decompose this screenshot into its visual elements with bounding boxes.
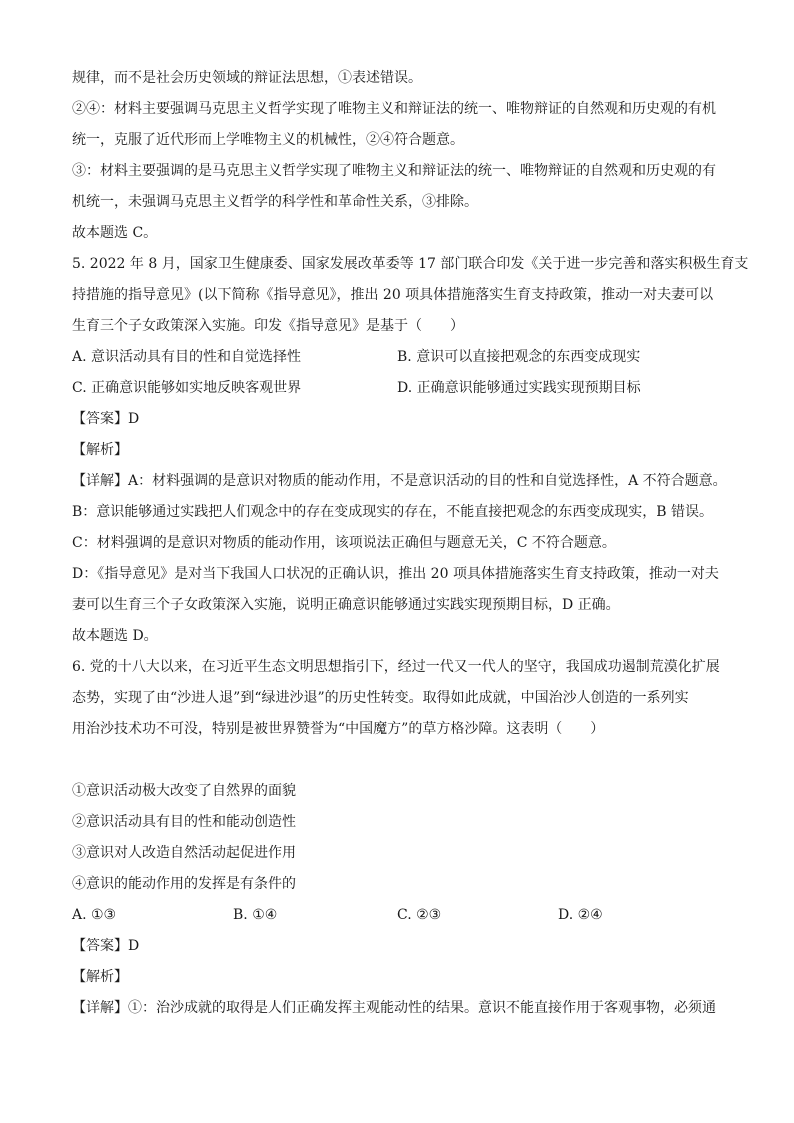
text-line: D：《指导意见》是对当下我国人口状况的正确认识，推出 20 项具体措施落实生育支持政策，推动一对夫: [72, 566, 719, 582]
q5-analysis: 【解析】: [72, 442, 128, 458]
text-line: ③：材料主要强调的是马克思主义哲学实现了唯物主义和辩证法的统一、唯物辩证的自然观和历史观的有: [72, 163, 716, 179]
q5-option-d: D. 正确意识能够通过实践实现预期目标: [397, 380, 641, 396]
text-line: C：材料强调的是意识对物质的能动作用，该项说法正确但与题意无关，C 不符合题意。: [72, 535, 616, 551]
q6-option-b: B. ①④: [233, 907, 278, 923]
text-line: 统一，克服了近代形而上学唯物主义的机械性，②④符合题意。: [72, 132, 464, 148]
text-line: 机统一，未强调马克思主义哲学的科学性和革命性关系，③排除。: [72, 194, 478, 210]
question-6-stem: 态势，实现了由“沙进人退”到“绿进沙退”的历史性转变。取得如此成就，中国治沙人创造的一系列实: [72, 690, 689, 706]
question-5-stem: 持措施的指导意见》(以下简称《指导意见》，推出 20 项具体措施落实生育支持政策，推动一对夫妻可以: [72, 287, 714, 303]
q6-statement-2: ②意识活动具有目的性和能动创造性: [72, 814, 296, 830]
q5-option-b: B. 意识可以直接把观念的东西变成现实: [397, 349, 641, 365]
question-5-stem: 生育三个子女政策深入实施。印发《指导意见》是基于（ ）: [72, 318, 464, 334]
q6-answer: 【答案】D: [72, 938, 140, 954]
q5-option-a: A. 意识活动具有目的性和自觉选择性: [72, 349, 302, 365]
text-line: 故本题选 C。: [72, 225, 158, 241]
question-6-stem: 用治沙技术功不可没，特别是被世界赞誉为“中国魔方”的草方格沙障。这表明（ ）: [72, 721, 605, 737]
q6-analysis: 【解析】: [72, 969, 128, 985]
text-line: 故本题选 D。: [72, 628, 158, 644]
text-line: 妻可以生育三个子女政策深入实施，说明正确意识能够通过实践实现预期目标，D 正确。: [72, 597, 620, 613]
q6-option-d: D. ②④: [558, 907, 603, 923]
q5-option-c: C. 正确意识能够如实地反映客观世界: [72, 380, 302, 396]
q5-answer: 【答案】D: [72, 411, 140, 427]
q6-option-c: C. ②③: [397, 907, 442, 923]
text-line: 【详解】A：材料强调的是意识对物质的能动作用，不是意识活动的目的性和自觉选择性，A 不符合题意。: [72, 473, 727, 489]
text-line: B：意识能够通过实践把人们观念中的存在变成现实的存在，不能直接把观念的东西变成现实，B 错误。: [72, 504, 714, 520]
question-6-stem: 6. 党的十八大以来，在习近平生态文明思想指引下，经过一代又一代人的坚守，我国成功遏制荒漠化扩展: [72, 659, 720, 675]
q6-statement-3: ③意识对人改造自然活动起促进作用: [72, 845, 296, 861]
text-line: 【详解】①：治沙成就的取得是人们正确发挥主观能动性的结果。意识不能直接作用于客观事物，必须通: [72, 1000, 716, 1016]
q6-option-a: A. ①③: [72, 907, 117, 923]
question-5-stem: 5. 2022 年 8 月，国家卫生健康委、国家发展改革委等 17 部门联合印发《关于进一步完善和落实积极生育支: [72, 256, 749, 272]
text-line: ②④：材料主要强调马克思主义哲学实现了唯物主义和辩证法的统一、唯物辩证的自然观和历史观的有机: [72, 101, 716, 117]
q6-statement-1: ①意识活动极大改变了自然界的面貌: [72, 783, 296, 799]
text-line: 规律，而不是社会历史领域的辩证法思想，①表述错误。: [72, 70, 422, 86]
q6-statement-4: ④意识的能动作用的发挥是有条件的: [72, 876, 296, 892]
